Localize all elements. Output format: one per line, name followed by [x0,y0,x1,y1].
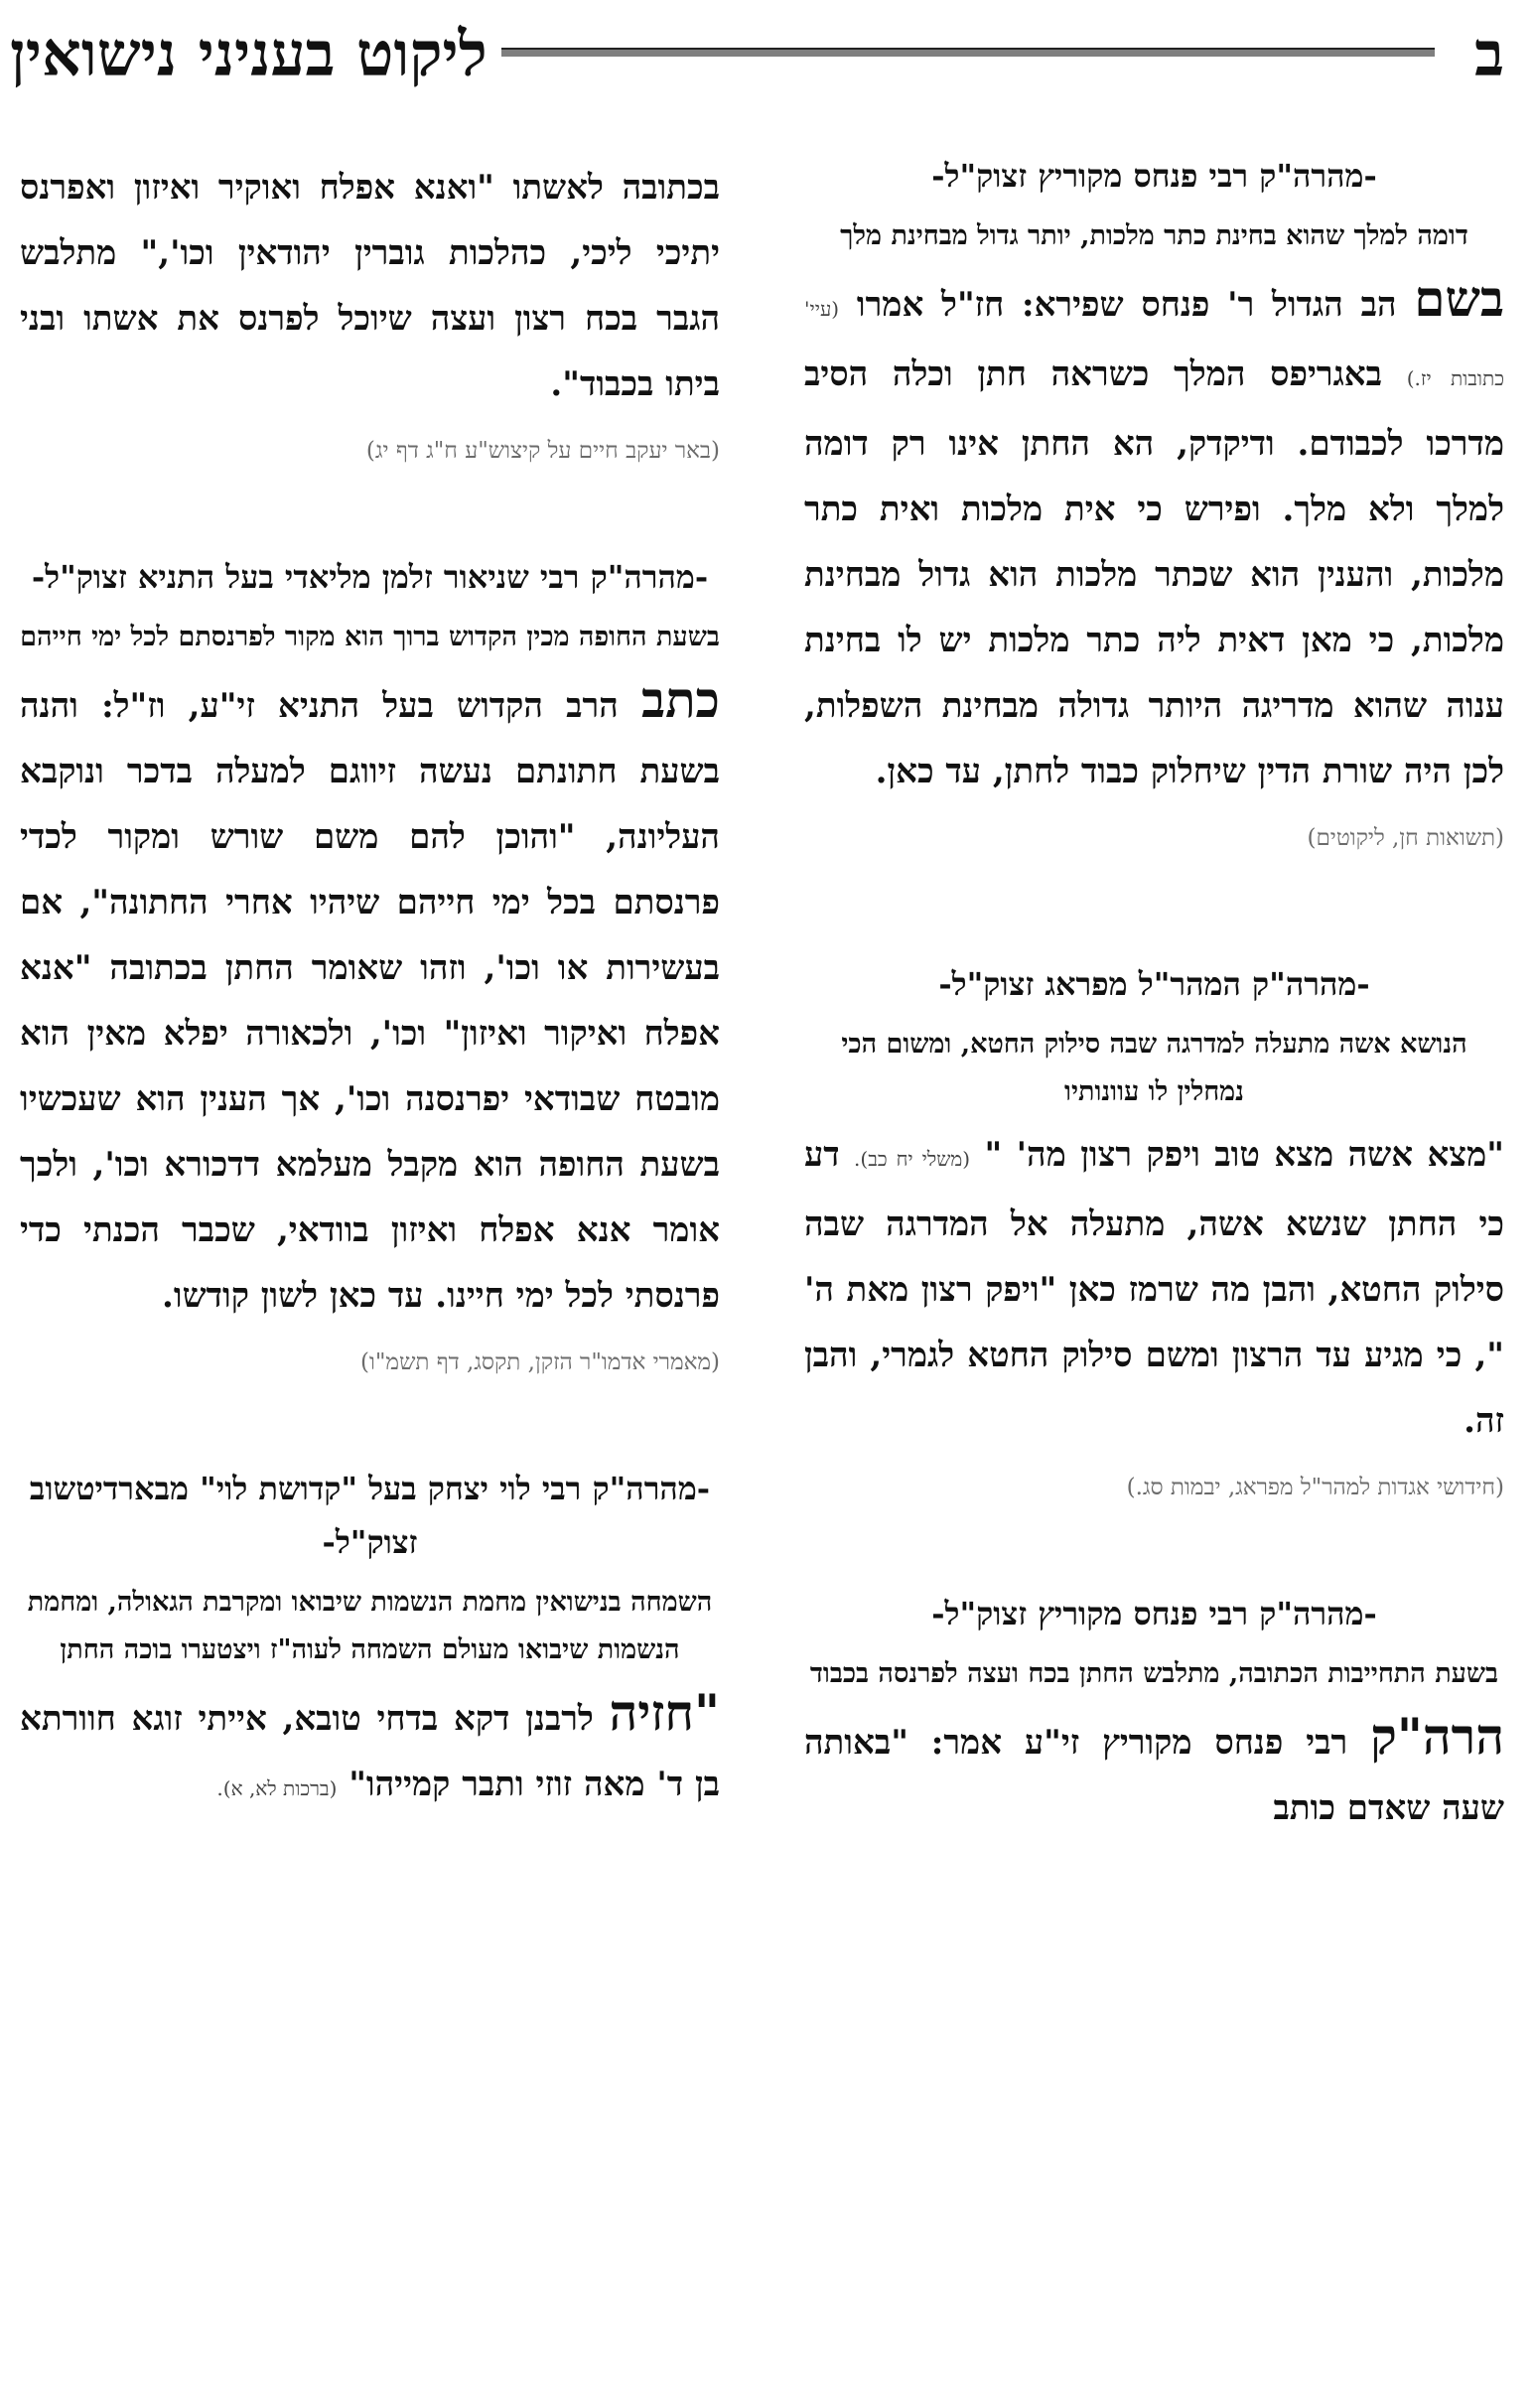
inline-reference: (עיי' כתובות יז.) [804,297,1504,390]
left-column [20,149,720,1821]
body-text-end: דע כי החתן שנשא אשה, מתעלה אל המדרגה שבה סילוק החטא, והבן מה שרמז כאן "ויפק רצון מאת ה' ", כי מגיע עד הרצון ומשם סילוק החטא לגמרי, והבן זה. [804,1135,1504,1441]
source-citation: (תשואות חן, ליקוטים) [1307,825,1504,851]
lead-word: הרה"ק [1370,1707,1504,1766]
source-citation: (באר יעקב חיים על קיצוש"ע ח"ג דף יג) [365,438,720,464]
source-citation: (חידושי אגדות למהר"ל מפראג, יבמות סג.) [1126,1475,1504,1500]
right-column [804,149,1504,1841]
page-header [0,20,1534,89]
section-title: -מהרה"ק רבי פנחס מקוריץ זצוק"ל- [931,1595,1377,1632]
page-number: ב [1474,18,1504,90]
section-gap [804,1507,1504,1587]
section-subtitle: השמחה בנישואין מחמת הנשמות שיבואו ומקרבת הגאולה, ומחמת הנשמות שיבואו מעולם השמחה לעוה"ז ויצטערו בוכה החתן [27,1587,713,1665]
article-maharal [804,957,1504,1507]
section-body [804,1122,1504,1454]
body-text-start: רבי פנחס מקוריץ זי"ע אמר: "באותה שעה שאדם כותב [804,1723,1504,1828]
section-gap [20,471,720,550]
body-text-start: הב הגדול ר' פנחס שפירא: חז"ל אמרו [839,285,1415,325]
section-body: בכתובה לאשתו "ואנא אפלח ואוקיר ואיזון ואפרנס יתיכי ליכי, כהלכות גוברין יהודאין וכו'," מתלבש הגבר בכח רצון ועצה שיוכל לפרנס את אשתו ובני ביתו בכבוד". [20,168,720,404]
section-subtitle: בשעת החופה מכין הקדוש ברוך הוא מקור לפרנסתם לכל ימי חייהם [20,622,720,652]
section-body [804,1704,1504,1841]
body-text-start: "מצא אשה מצא טוב ויפק רצון מה' " [970,1135,1504,1175]
article-baal-hatanya [20,550,720,1382]
section-title: -מהרה"ק רבי לוי יצחק בעל "קדושת לוי" מבארדיטשוב זצוק"ל- [29,1470,711,1561]
header-rule [501,48,1435,57]
section-gap [804,858,1504,957]
inline-reference: (משלי יח כב). [854,1147,971,1171]
page-title: ליקוט בעניני נישואין [10,18,488,90]
lead-word: כתב [640,670,720,729]
article-pinchas-koretz-1 [804,149,1504,858]
lead-word: בשם [1414,269,1504,328]
body-text-start: לרבנן דקא בדחי טובא, אייתי זוגא חוורתא בן ד' מאה זוזי ותבר קמייהו" [20,1699,720,1804]
section-gap [20,1382,720,1462]
section-body [804,266,1504,804]
section-subtitle: דומה למלך שהוא בחינת כתר מלכות, יותר גדול מבחינת מלך [840,220,1468,251]
article-pinchas-koretz-2 [804,1587,1504,1841]
section-title: -מהרה"ק רבי שניאור זלמן מליאדי בעל התניא זצוק"ל- [31,558,709,596]
lead-word: "חזיה [609,1683,720,1742]
section-body [20,667,720,1329]
body-text-end: באגריפס המלך כשראה חתן וכלה הסיב מדרכו לכבודם. ודיקדק, הא החתן אינו רק דומה למלך ולא מלך. ופירש כי אית מלכות ואית כתר מלכות, והענין הוא שכתר מלכות הוא גדול מבחינת מלכות, כי מאן דאית ליה כתר מלכות יש לו בחינת ענוה שהוא מדריגה היותר גדולה מבחינת השפלות, לכן היה שורת הדין שיחלוק כבוד לחתן, עד כאן. [804,354,1504,791]
body-text-start: הרב הקדוש בעל התניא זי"ע, וז"ל: והנה בשעת חתונתם נעשה זיווגם למעלה בדכר ונוקבא העליונה, "והוכן להם משם שורש ומקור לכדי פרנסתם בכל ימי חייהם שיהיו אחרי החתונה", אם בעשירות או וכו', וזהו שאומר החתן בכתובה "אנא אפלח ואיקור ואיזון" וכו', ולכאורה יפלא מאין הוא מובטח שבודאי יפרנסנה וכו', אך הענין הוא שעכשיו בשעת החופה הוא מקבל מעלמא דדכורא וכו', ולכך אומר אנא אפלח ואיזון בוודאי, שכבר הכנתי כדי פרנסתי לכל ימי חיינו. עד כאן לשון קודשו. [20,686,720,1316]
section-subtitle: בשעת התחייבות הכתובה, מתלבש החתן בכח ועצה לפרנסה בכבוד [809,1658,1499,1689]
section-body [20,1680,720,1821]
section-title: -מהרה"ק רבי פנחס מקוריץ זצוק"ל- [931,157,1377,195]
article-continuation [20,155,720,471]
section-title: -מהרה"ק המהר"ל מפראג זצוק"ל- [938,965,1370,1003]
inline-reference: (ברכות לא, א). [216,1776,338,1800]
section-subtitle: הנושא אשה מתעלה למדרגה שבה סילוק החטא, ומשום הכי נמחלין לו עוונותיו [841,1029,1467,1107]
article-kedushat-levi [20,1462,720,1821]
source-citation: (מאמרי אדמו"ר הזקן, תקסג, דף תשמ"ו) [360,1349,720,1375]
